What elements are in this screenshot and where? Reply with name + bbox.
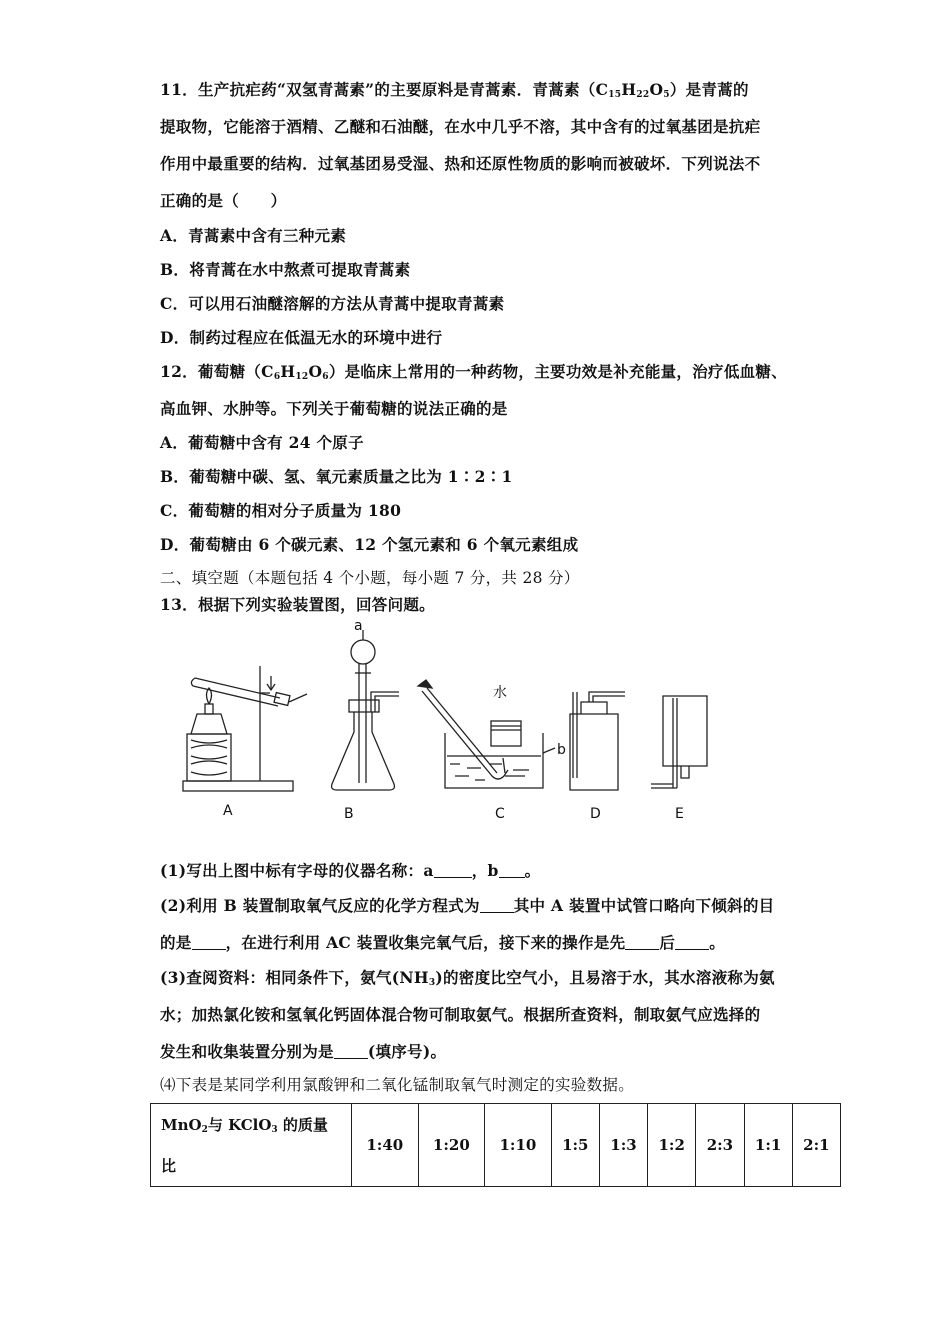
q11-sub-h: 22 <box>636 90 650 100</box>
table-cell: 1:20 <box>418 1104 485 1187</box>
q13-p1-mid: ，b <box>471 861 499 880</box>
q12-option-b: B．葡萄糖中碳、氢、氧元素质量之比为 1∶2∶1 <box>160 467 513 486</box>
answer-blank <box>675 935 709 950</box>
q13-p1-text: (1)写出上图中标有字母的仪器名称：a <box>160 861 434 880</box>
ratio-table <box>150 1103 841 1187</box>
q12-line1 <box>160 360 787 382</box>
head-sub1: 2 <box>201 1124 208 1135</box>
q13-part1 <box>160 859 540 881</box>
q13-p2b-mid1: ，在进行利用 AC 装置收集完氧气后，接下来的操作是先 <box>225 933 626 952</box>
table-cell: 1:3 <box>599 1104 647 1187</box>
label-apparatus-d: D <box>590 806 601 822</box>
q12-text-a: 12．葡萄糖（C <box>160 362 274 381</box>
head-kclo: 与 KClO <box>207 1115 272 1134</box>
answer-blank <box>625 935 659 950</box>
q11-sub-o: 5 <box>663 90 670 100</box>
q13-p2b-end: 。 <box>709 933 725 952</box>
apparatus-b <box>332 630 399 790</box>
table-cell: 1:1 <box>744 1104 792 1187</box>
q11-line2: 提取物，它能溶于酒精、乙醚和石油醚，在水中几乎不溶，其中含有的过氧基团是抗疟 <box>160 117 761 136</box>
q12-line2: 高血钾、水肿等。下列关于葡萄糖的说法正确的是 <box>160 399 508 418</box>
q12-option-d: D．葡萄糖由 6 个碳元素、12 个氢元素和 6 个氧元素组成 <box>160 535 579 554</box>
q12-sub-h: 12 <box>295 372 309 382</box>
q11-option-b: B．将青蒿在水中熬煮可提取青蒿素 <box>160 260 411 279</box>
table-cell: 1:10 <box>485 1104 552 1187</box>
apparatus-d <box>570 692 625 790</box>
q11-line3: 作用中最重要的结构．过氧基团易受湿、热和还原性物质的影响而被破坏．下列说法不 <box>160 154 761 173</box>
q13-p2-text: (2)利用 B 装置制取氧气反应的化学方程式为 <box>160 896 480 915</box>
q11-option-c: C．可以用石油醚溶解的方法从青蒿中提取青蒿素 <box>160 294 505 313</box>
q13-p3-sub: 3 <box>428 978 436 988</box>
apparatus-e <box>651 696 707 788</box>
section2-heading: 二、填空题（本题包括 4 个小题，每小题 7 分，共 28 分） <box>160 569 580 587</box>
label-mark-b: b <box>557 742 566 758</box>
q13-p3c-post: (填序号)。 <box>367 1042 447 1061</box>
apparatus-figure <box>175 618 735 833</box>
table-header-cell <box>151 1104 352 1187</box>
answer-blank <box>480 898 514 913</box>
q12-h: H <box>280 362 296 381</box>
q11-h: H <box>621 80 637 99</box>
head-mass: 的质量 <box>277 1115 328 1134</box>
q12-text-b: ）是临床上常用的一种药物，主要功效是补充能量，治疗低血糖、 <box>328 362 788 381</box>
q13-p3c-text: 发生和收集装置分别为是 <box>160 1042 334 1061</box>
q13-p2b-mid2: 后 <box>659 933 676 952</box>
label-apparatus-c: C <box>495 806 505 822</box>
answer-blank <box>192 935 226 950</box>
q12-sub-c: 6 <box>273 372 281 382</box>
q13-part3-line1 <box>160 966 775 988</box>
table-cell: 1:5 <box>551 1104 599 1187</box>
label-water: 水 <box>493 685 507 701</box>
q11-line4: 正确的是（ ） <box>160 191 287 210</box>
answer-blank <box>499 863 525 878</box>
q13-p1-end: 。 <box>524 861 541 880</box>
head-ratio: 比 <box>161 1156 177 1175</box>
q11-line1 <box>160 78 749 100</box>
label-apparatus-b: B <box>344 806 354 822</box>
q13-part2-line2 <box>160 931 725 953</box>
label-apparatus-a: A <box>223 803 233 819</box>
q12-sub-o: 6 <box>322 372 329 382</box>
q13-p2b-text: 的是 <box>160 933 192 952</box>
apparatus-drawing <box>175 618 735 833</box>
q11-option-a: A．青蒿素中含有三种元素 <box>160 226 347 245</box>
apparatus-c <box>418 680 555 788</box>
table-cell: 1:2 <box>648 1104 696 1187</box>
q12-option-a: A．葡萄糖中含有 24 个原子 <box>160 433 364 452</box>
q11-text-b: ）是青蒿的 <box>669 80 749 99</box>
q11-text-a: 11．生产抗疟药“双氢青蒿素”的主要原料是青蒿素．青蒿素（C <box>160 80 609 99</box>
q11-o: O <box>649 80 664 99</box>
q11-sub-c: 15 <box>608 90 622 100</box>
table-cell: 2:3 <box>696 1104 744 1187</box>
q13-part2-line1 <box>160 894 774 916</box>
apparatus-a <box>183 666 307 791</box>
q13-part3-line2: 水；加热氯化铵和氢氧化钙固体混合物可制取氨气。根据所查资料，制取氨气应选择的 <box>160 1005 761 1024</box>
q13-p3-text: (3)查阅资料：相同条件下，氨气(NH <box>160 968 429 987</box>
answer-blank <box>434 863 472 878</box>
table-cell: 1:40 <box>352 1104 419 1187</box>
table-cell: 2:1 <box>792 1104 840 1187</box>
q12-o: O <box>308 362 323 381</box>
label-apparatus-e: E <box>675 806 684 822</box>
q13-p2-post: 其中 A 装置中试管口略向下倾斜的目 <box>513 896 775 915</box>
q13-part4: ⑷下表是某同学利用氯酸钾和二氧化锰制取氧气时测定的实验数据。 <box>160 1076 635 1094</box>
answer-blank <box>334 1044 368 1059</box>
q13-title: 13．根据下列实验装置图，回答问题。 <box>160 595 435 614</box>
q13-p3-post: )的密度比空气小，且易溶于水，其水溶液称为氨 <box>435 968 775 987</box>
q11-option-d: D．制药过程应在低温无水的环境中进行 <box>160 328 443 347</box>
table-row <box>151 1104 841 1187</box>
head-mno: MnO <box>161 1115 202 1134</box>
head-sub2: 3 <box>271 1124 278 1135</box>
label-mark-a: a <box>354 618 363 634</box>
q12-option-c: C．葡萄糖的相对分子质量为 180 <box>160 501 402 520</box>
q13-part3-line3 <box>160 1040 446 1062</box>
